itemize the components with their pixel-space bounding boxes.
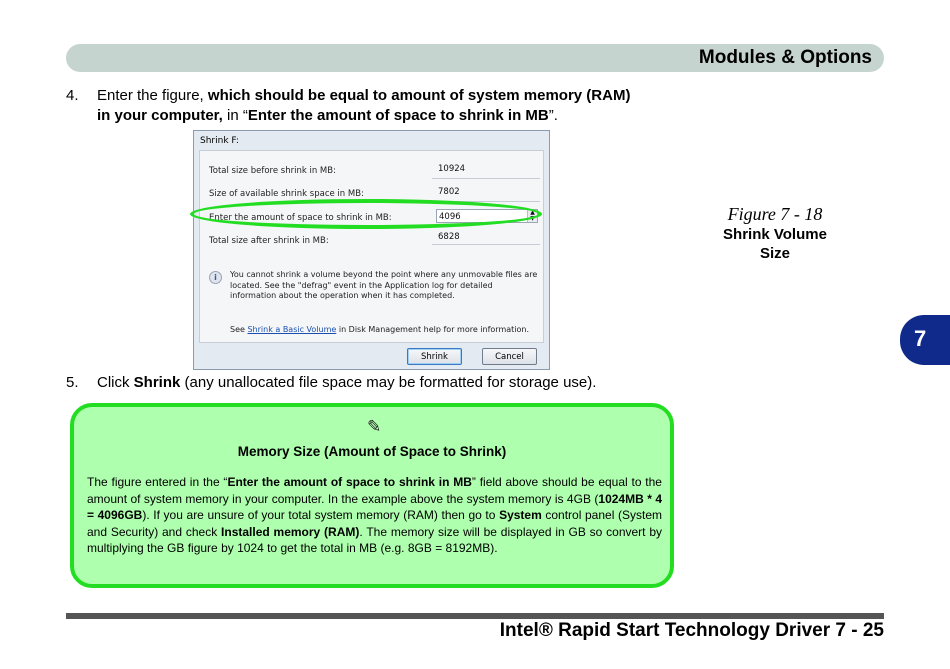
spinner-icon[interactable]: ▲ ▼: [527, 210, 537, 222]
total-after-value: 6828: [438, 232, 460, 242]
caption-line: Shrink Volume: [723, 226, 827, 243]
header-bar: [66, 44, 884, 72]
step-text: (any unallocated file space may be formatted for storage use).: [180, 374, 597, 391]
shrink-button[interactable]: Shrink: [407, 348, 462, 365]
divider: [432, 178, 540, 179]
highlight-ellipse: [190, 199, 542, 229]
step-number: 4.: [66, 87, 79, 104]
info-icon: i: [209, 271, 222, 284]
note-bold: Enter the amount of space to shrink in MB: [227, 475, 472, 489]
note-text: control panel (System and Security) and check: [87, 508, 662, 539]
note-text: . The memory size will be displayed in GB so convert by multiplying the GB figure by 1024 to get the total in MB (e.g. 8GB = 8192MB).: [87, 524, 662, 555]
step-bold: Enter the amount of space to shrink in MB: [247, 107, 549, 124]
step-5: [66, 373, 596, 393]
step-text: Click: [97, 374, 134, 391]
dialog-title: Shrink F:: [200, 136, 239, 146]
note-text: ” field above should be equal to the amount of system memory in your computer. In the example above the system memory is 4GB (: [87, 475, 662, 506]
shrink-amount-label: Enter the amount of space to shrink in MB:: [209, 213, 392, 223]
note-text: The figure entered in the “: [87, 475, 228, 489]
help-link[interactable]: Shrink a Basic Volume: [247, 325, 337, 334]
step-4: [66, 86, 686, 126]
step-number: 5.: [66, 374, 79, 391]
step-text: ”.: [548, 107, 558, 124]
footer-title: Intel® Rapid Start Technology Driver 7 - 25: [499, 620, 884, 641]
total-before-label: Total size before shrink in MB:: [209, 166, 336, 176]
step-text: Enter the figure,: [97, 87, 208, 104]
help-text: [230, 325, 529, 334]
cancel-button[interactable]: Cancel: [482, 348, 537, 365]
dialog-content: [199, 150, 544, 343]
available-space-value: 7802: [438, 187, 460, 197]
help-prefix: See: [230, 325, 248, 334]
note-title: Memory Size (Amount of Space to Shrink): [237, 444, 507, 459]
shrink-dialog: [193, 130, 550, 370]
footer-rule: [66, 613, 884, 619]
note-body: [87, 474, 662, 557]
step-text: in “: [222, 107, 248, 124]
note-bold: Installed memory (RAM): [221, 524, 360, 539]
note-box: [70, 403, 674, 588]
note-bold: 1024MB * 4 = 4096GB: [87, 491, 663, 522]
note-text: ). If you are unsure of your total system memory (RAM) then go to: [142, 508, 500, 522]
total-before-value: 10924: [438, 164, 466, 174]
step-bold: Shrink: [133, 374, 181, 391]
figure-caption: [690, 225, 860, 263]
figure-number: Figure 7 - 18: [727, 204, 823, 224]
note-bold: System: [499, 508, 542, 522]
available-space-label: Size of available shrink space in MB:: [209, 189, 364, 199]
help-suffix: in Disk Management help for more information.: [336, 325, 530, 334]
warning-text: You cannot shrink a volume beyond the point where any unmovable files are located. See the "defrag" event in the Application log for detailed information about the operation when it has completed.: [230, 270, 538, 300]
chapter-number: 7: [914, 326, 927, 351]
divider: [432, 244, 540, 245]
shrink-amount-value: 4096: [439, 212, 461, 222]
caption-line: Size: [759, 245, 790, 262]
pencil-icon: ✎: [367, 417, 382, 436]
step-bold: in your computer,: [97, 107, 223, 124]
chapter-tab: [900, 315, 950, 365]
step-bold: which should be equal to amount of system memory (RAM): [207, 87, 631, 104]
total-after-label: Total size after shrink in MB:: [209, 236, 329, 246]
section-title: Modules & Options: [698, 47, 872, 68]
